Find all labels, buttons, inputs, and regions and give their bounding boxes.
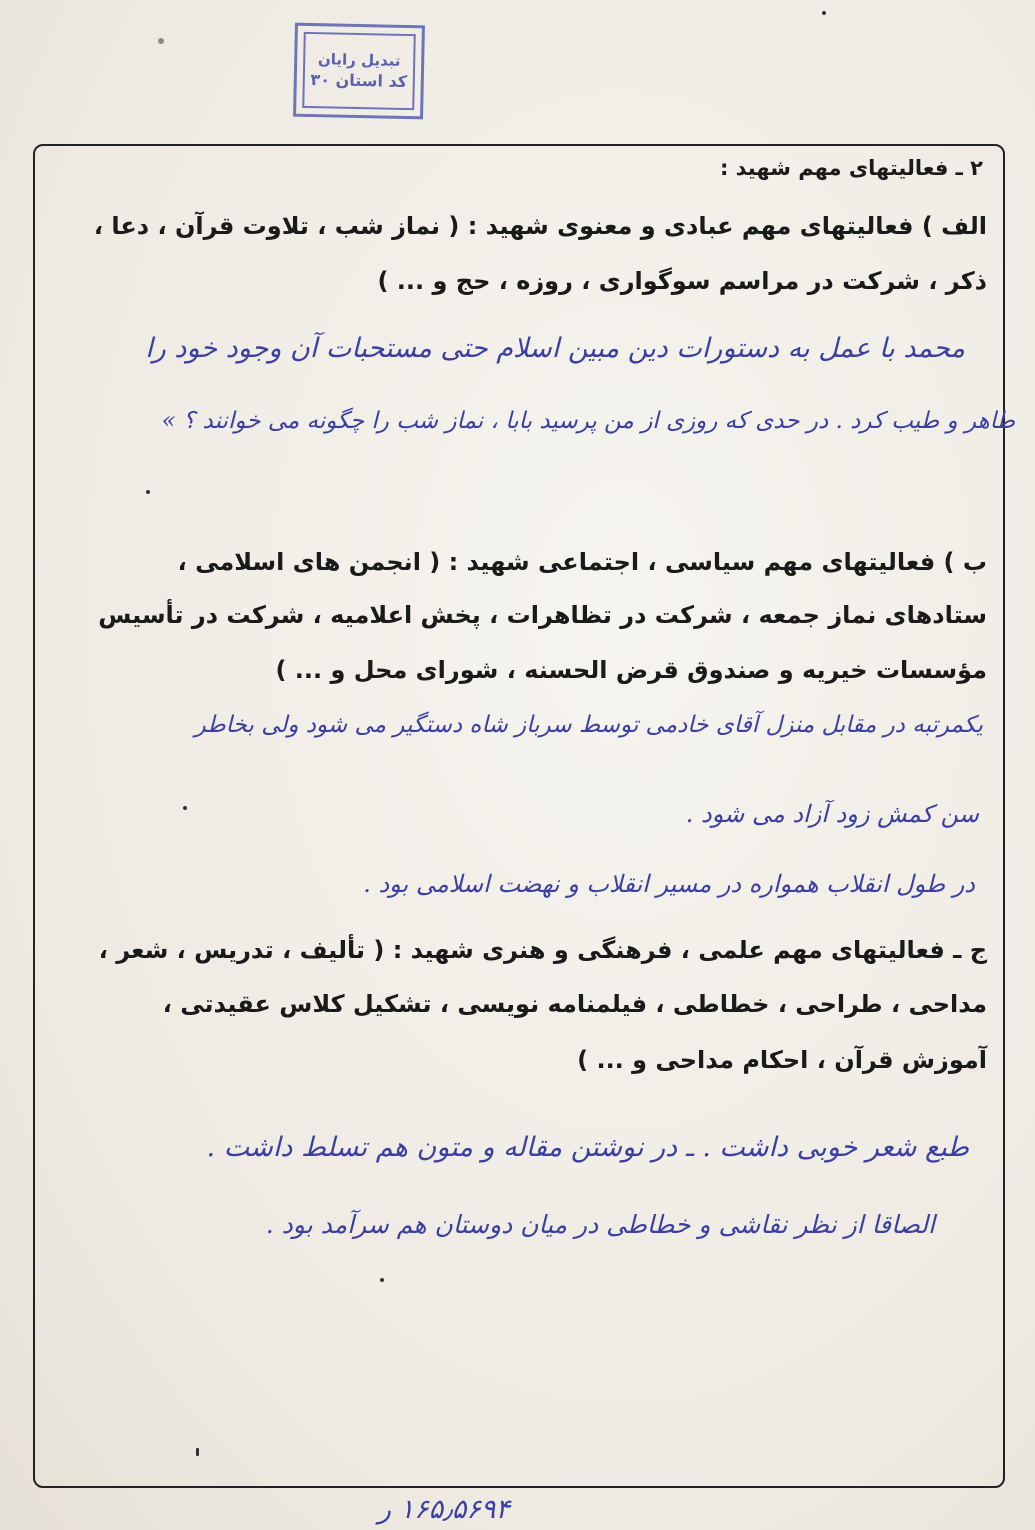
part-b-handwritten-line-1: یکمرتبه در مقابل منزل آقای خادمی توسط سرباز شاه دستگیر می شود ولی بخاطر	[194, 712, 983, 738]
part-c-handwritten-line-1: طبع شعر خوبی داشت . ـ در نوشتن مقاله و متون هم تسلط داشت .	[206, 1132, 969, 1163]
part-b-handwritten-line-3: در طول انقلاب همواره در مسیر انقلاب و نهضت اسلامی بود .	[363, 870, 975, 898]
part-a-line-2: ذکر ، شرکت در مراسم سوگواری ، روزه ، حج و ... )	[377, 267, 987, 295]
stray-mark	[183, 806, 187, 810]
section-heading: ۲ ـ فعالیتهای مهم شهید :	[719, 156, 983, 180]
stamp-line-2: کد استان ۳۰	[310, 70, 408, 92]
stamp-line-1: تبدیل رایان	[317, 50, 401, 70]
part-c-line-2: مداحی ، طراحی ، خطاطی ، فیلمنامه نویسی ، تشکیل کلاس عقیدتی ،	[162, 990, 987, 1018]
part-a-handwritten-line-1: محمد با عمل به دستورات دین مبین اسلام حتی مستحبات آن وجود خود را	[145, 333, 965, 364]
stray-mark	[146, 490, 150, 494]
part-a-handwritten-line-2: طاهر و طیب کرد . در حدی که روزی از من پرسید بابا ، نماز شب را چگونه می خوانند ؟ »	[161, 408, 1015, 434]
part-c-line-3: آموزش قرآن ، احکام مداحی و ... )	[577, 1046, 987, 1074]
footer-number: ۱۶۵٫۵۶۹۴ ر	[378, 1494, 510, 1525]
stray-mark	[822, 11, 826, 15]
stamp	[293, 23, 425, 120]
part-c-line-1: ج ـ فعالیتهای مهم علمی ، فرهنگی و هنری شهید : ( تألیف ، تدریس ، شعر ،	[98, 936, 987, 964]
part-b-line-3: مؤسسات خیریه و صندوق قرض الحسنه ، شورای محل و ... )	[275, 656, 987, 684]
stray-mark	[380, 1278, 384, 1282]
part-c-handwritten-line-2: الصاقا از نظر نقاشی و خطاطی در میان دوستان هم سرآمد بود .	[265, 1210, 935, 1239]
stray-mark	[196, 1448, 199, 1456]
stray-mark	[158, 38, 164, 44]
part-b-handwritten-line-2: سن کمش زود آزاد می شود .	[685, 800, 979, 828]
part-b-line-2: ستادهای نماز جمعه ، شرکت در تظاهرات ، پخش اعلامیه ، شرکت در تأسیس	[98, 601, 987, 629]
part-b-line-1: ب ) فعالیتهای مهم سیاسی ، اجتماعی شهید : ( انجمن های اسلامی ،	[177, 548, 987, 576]
part-a-line-1: الف ) فعالیتهای مهم عبادی و معنوی شهید : ( نماز شب ، تلاوت قرآن ، دعا ،	[93, 212, 987, 240]
stamp-inner	[302, 32, 416, 110]
